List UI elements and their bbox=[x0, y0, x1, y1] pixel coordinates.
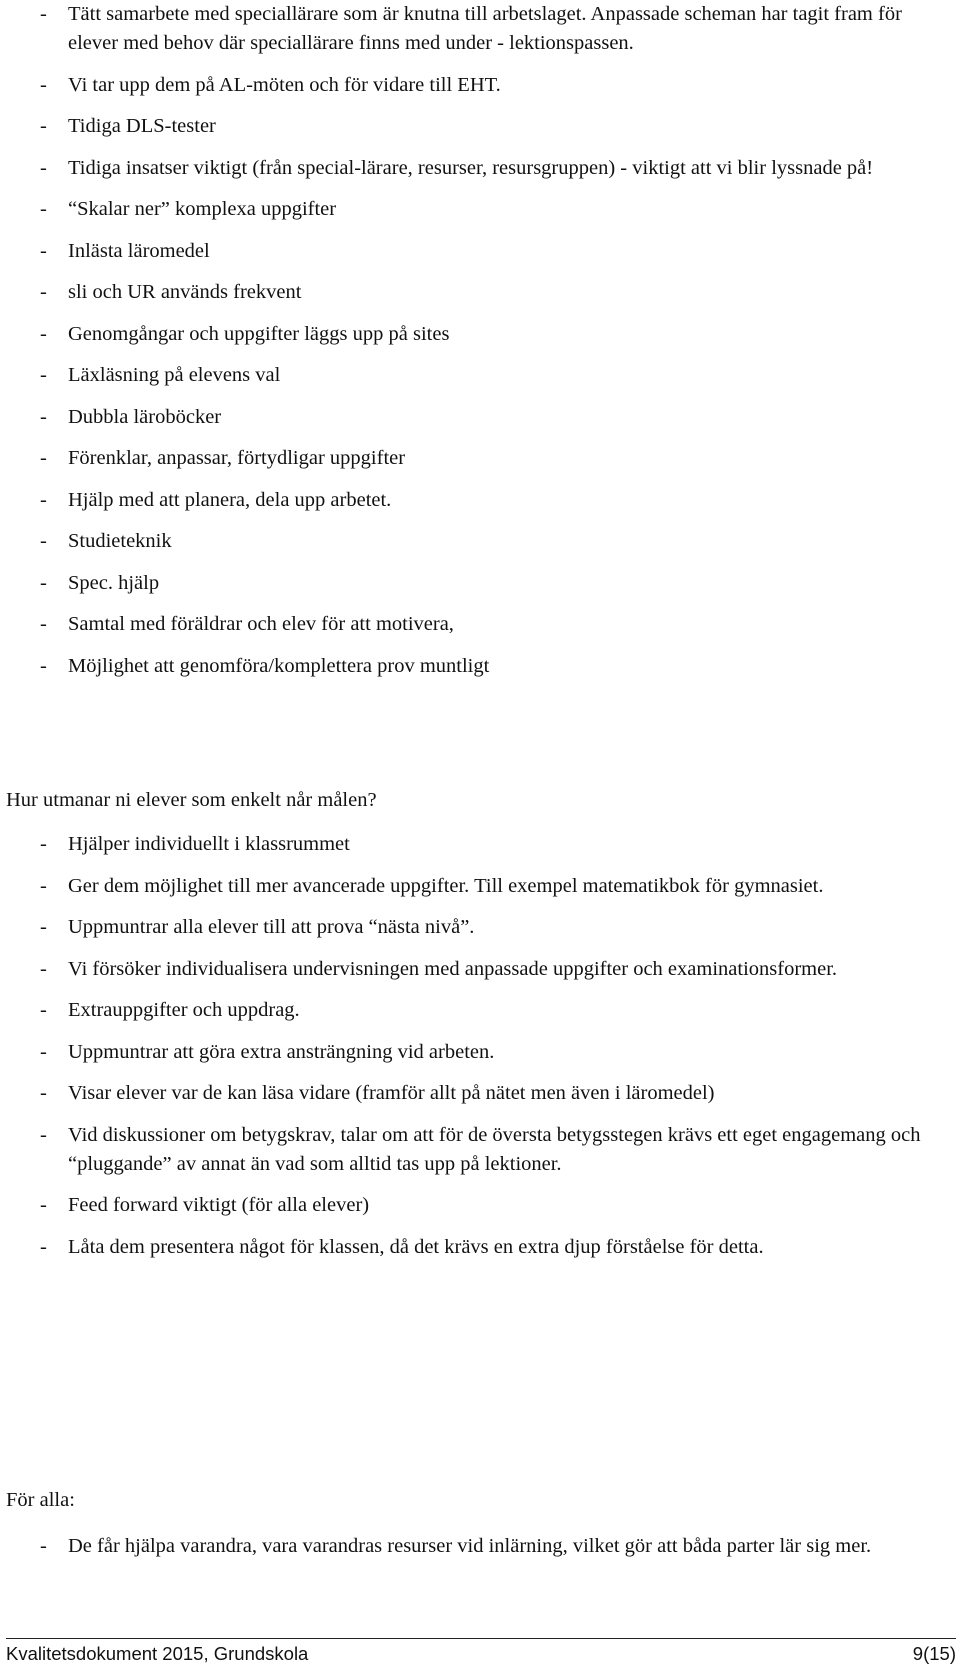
measures-list bbox=[0, 0, 960, 693]
page-footer bbox=[6, 1642, 956, 1666]
list-item: - Visar elever var de kan läsa vidare (framför allt på nätet men även i läromedel) bbox=[0, 1079, 960, 1108]
list-item: - Vi försöker individualisera undervisningen med anpassade uppgifter och examinationsformer. bbox=[0, 955, 960, 984]
list-item: - Tidiga DLS-tester bbox=[0, 112, 960, 141]
for-all-heading: För alla: bbox=[6, 1489, 75, 1511]
for-all-list bbox=[0, 1532, 960, 1574]
page-number: 9(15) bbox=[912, 1643, 956, 1664]
list-item: - Låta dem presentera något för klassen, då det krävs en extra djup förståelse för detta. bbox=[0, 1233, 960, 1262]
list-item: - Uppmuntrar alla elever till att prova “nästa nivå”. bbox=[0, 913, 960, 942]
list-item: - Studieteknik bbox=[0, 527, 960, 556]
challenge-list bbox=[0, 830, 960, 1274]
list-item: - Förenklar, anpassar, förtydligar uppgifter bbox=[0, 444, 960, 473]
list-item: - Extrauppgifter och uppdrag. bbox=[0, 996, 960, 1025]
list-item: - Uppmuntrar att göra extra ansträngning vid arbeten. bbox=[0, 1038, 960, 1067]
list-item: - Hjälp med att planera, dela upp arbetet. bbox=[0, 486, 960, 515]
list-item: - Ger dem möjlighet till mer avancerade uppgifter. Till exempel matematikbok för gymnasiet. bbox=[0, 872, 960, 901]
list-item: - Inlästa läromedel bbox=[0, 237, 960, 266]
list-item: - Tidiga insatser viktigt (från special-lärare, resurser, resursgruppen) - viktigt att vi blir lyssnade på! bbox=[0, 154, 960, 183]
footer-document-title: Kvalitetsdokument 2015, Grundskola bbox=[6, 1643, 309, 1664]
list-item: - Vi tar upp dem på AL-möten och för vidare till EHT. bbox=[0, 71, 960, 100]
list-item: - Samtal med föräldrar och elev för att motivera, bbox=[0, 610, 960, 639]
list-item: - Genomgångar och uppgifter läggs upp på sites bbox=[0, 320, 960, 349]
list-item: - Läxläsning på elevens val bbox=[0, 361, 960, 390]
list-item: - Spec. hjälp bbox=[0, 569, 960, 598]
list-item: - Vid diskussioner om betygskrav, talar om att för de översta betygsstegen krävs ett eget engagemang och “pluggande” av annat än vad som alltid tas upp på lektioner. bbox=[0, 1121, 960, 1179]
list-item: - sli och UR används frekvent bbox=[0, 278, 960, 307]
list-item: - Hjälper individuellt i klassrummet bbox=[0, 830, 960, 859]
list-item: - Feed forward viktigt (för alla elever) bbox=[0, 1191, 960, 1220]
list-item: - Möjlighet att genomföra/komplettera prov muntligt bbox=[0, 652, 960, 681]
list-item: - “Skalar ner” komplexa uppgifter bbox=[0, 195, 960, 224]
list-item: - De får hjälpa varandra, vara varandras resurser vid inlärning, vilket gör att båda parter lär sig mer. bbox=[0, 1532, 960, 1561]
list-item: - Tätt samarbete med speciallärare som är knutna till arbetslaget. Anpassade scheman har tagit fram för elever med behov där speciallärare finns med under - lektionspassen. bbox=[0, 0, 960, 58]
list-item: - Dubbla läroböcker bbox=[0, 403, 960, 432]
footer-divider bbox=[6, 1638, 956, 1639]
question-heading: Hur utmanar ni elever som enkelt når målen? bbox=[6, 789, 377, 811]
